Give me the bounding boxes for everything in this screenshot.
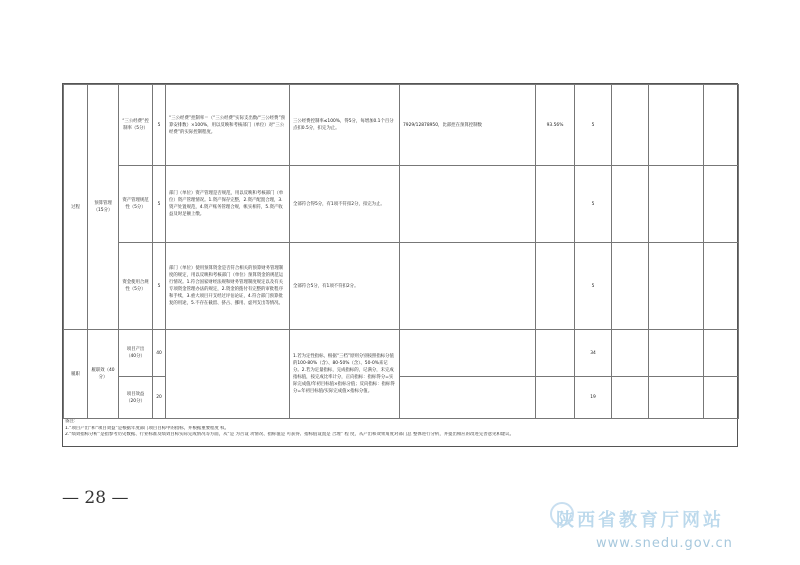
rate-cell xyxy=(536,330,575,377)
standard-cell: 全部符合5分，有1项不符扣2分。 xyxy=(290,243,400,330)
subcategory-cell: 预算管理（15分） xyxy=(88,85,119,330)
indicator-cell: 资金使用合规性（5分） xyxy=(119,243,153,330)
note-line: 2.“绩效指标分析”是指参考历史数据、行业标准及绩效目标实际完成情况等方面，从“是 为否设 功情况、指标值是 可获得、指标值设置是 合理” 程 度，从产出和效果角度对部门总 整体进行分析，并提出相应的改进完善意见和建议。 xyxy=(65,432,514,437)
table-row xyxy=(64,330,739,377)
score-cell: 40 xyxy=(153,330,166,377)
watermark-title: 陕西省教育厅网站 xyxy=(556,510,724,531)
site-watermark xyxy=(556,506,788,560)
empty-cell xyxy=(704,377,739,419)
standard-cell: 三公经费控制率≤100%，得5分，每增加0.1个百分点扣0.5分，扣完为止。 xyxy=(290,85,400,166)
rate-cell xyxy=(536,243,575,330)
indicator-cell: 资产管理规范性（5分） xyxy=(119,166,153,243)
subcategory-cell: 履职效（40分） xyxy=(88,330,119,419)
score-cell: 5 xyxy=(153,243,166,330)
indicator-cell: 项目产出（40分） xyxy=(119,330,153,377)
empty-cell xyxy=(704,330,739,377)
rate-cell xyxy=(536,377,575,419)
definition-cell: 部门（单位）使用预算资金是否符合相关的预算财务管理制度的规定，用以反映和考核部门（单位）预算资金的规范运行情况。1.符合国家财经法规和财务管理制度规定以及有关专项资金管理办法的规定，2.资金的拨付有完整的审批程序和手续，3.重大项目开支经过评估论证，4.符合部门预算批复的用途，5.不存在截留、挤占、挪用、虚列支出等情况。 xyxy=(166,243,290,330)
actual-score-cell: 5 xyxy=(575,243,612,330)
standard-cell: 全部符合得5分，有1项不符扣2分，扣完为止。 xyxy=(290,166,400,243)
empty-cell xyxy=(649,85,704,166)
category-cell: 过程 xyxy=(64,85,88,330)
empty-cell xyxy=(704,85,739,166)
data-cell xyxy=(400,166,536,243)
empty-cell xyxy=(704,243,739,330)
data-cell xyxy=(400,330,536,377)
empty-cell xyxy=(612,330,649,377)
score-cell: 5 xyxy=(153,166,166,243)
rate-cell: 93.56% xyxy=(536,85,575,166)
rate-cell xyxy=(536,166,575,243)
indicator-cell: “三公经费”控制率（5分） xyxy=(119,85,153,166)
category-cell: 履职 xyxy=(64,330,88,419)
evaluation-table xyxy=(63,84,739,419)
score-cell: 20 xyxy=(153,377,166,419)
definition-cell: “三公经费”控制率＝（“三公经费”实际支出数/“三公经费”预算安排数）×100%，用以反映和考核部门（单位）对“三公经费”的实际控制程度。 xyxy=(166,85,290,166)
table-notes xyxy=(65,419,735,439)
empty-cell xyxy=(612,85,649,166)
data-cell xyxy=(400,243,536,330)
table-row xyxy=(64,85,739,166)
data-cell: 7929/12878950，比部控在预算控制数 xyxy=(400,85,536,166)
empty-cell xyxy=(649,166,704,243)
standard-cell: 1.若为定性指标，根据“三档”原则分别按照指标分值的100-80%（含）、80-50%（含）、50-0%来记分。2.若为定量指标，完成指标的，记满分，未完成指标值，按完成比率计分，正向指标：指标得分=实际完成值/年初目标值×指标分值；反向指标：指标得分=年初目标值/实际完成值×指标分值。 xyxy=(290,330,400,419)
actual-score-cell: 5 xyxy=(575,85,612,166)
actual-score-cell: 19 xyxy=(575,377,612,419)
empty-cell xyxy=(704,166,739,243)
empty-cell xyxy=(612,243,649,330)
document-sheet xyxy=(62,83,738,447)
empty-cell xyxy=(612,377,649,419)
definition-cell: 部门（单位）资产管理是否规范，用以反映和考核部门（单位）资产管理情况。1.资产保存完整，2.资产配置合理，3.资产处置规范，4.资产账务管理合规，帐实相符，5.资产收益及时足额上缴。 xyxy=(166,166,290,243)
page-number: — 28 — xyxy=(62,488,129,508)
empty-cell xyxy=(649,243,704,330)
definition-cell xyxy=(166,330,290,419)
table-row xyxy=(64,243,739,330)
actual-score-cell: 34 xyxy=(575,330,612,377)
empty-cell xyxy=(649,377,704,419)
data-cell xyxy=(400,377,536,419)
actual-score-cell: 5 xyxy=(575,166,612,243)
table-row xyxy=(64,377,739,419)
score-cell: 5 xyxy=(153,85,166,166)
note-line: 1.“项目产出”和“项目效益”是根据年度部门项目目标中的指标，并根据重要程度 权。 xyxy=(65,425,229,431)
notes-heading: 备注： xyxy=(65,419,79,424)
empty-cell xyxy=(612,166,649,243)
empty-cell xyxy=(649,330,704,377)
table-row xyxy=(64,166,739,243)
watermark-url: www.snedu.gov.cn xyxy=(596,536,733,551)
indicator-cell: 项目效益（20分） xyxy=(119,377,153,419)
